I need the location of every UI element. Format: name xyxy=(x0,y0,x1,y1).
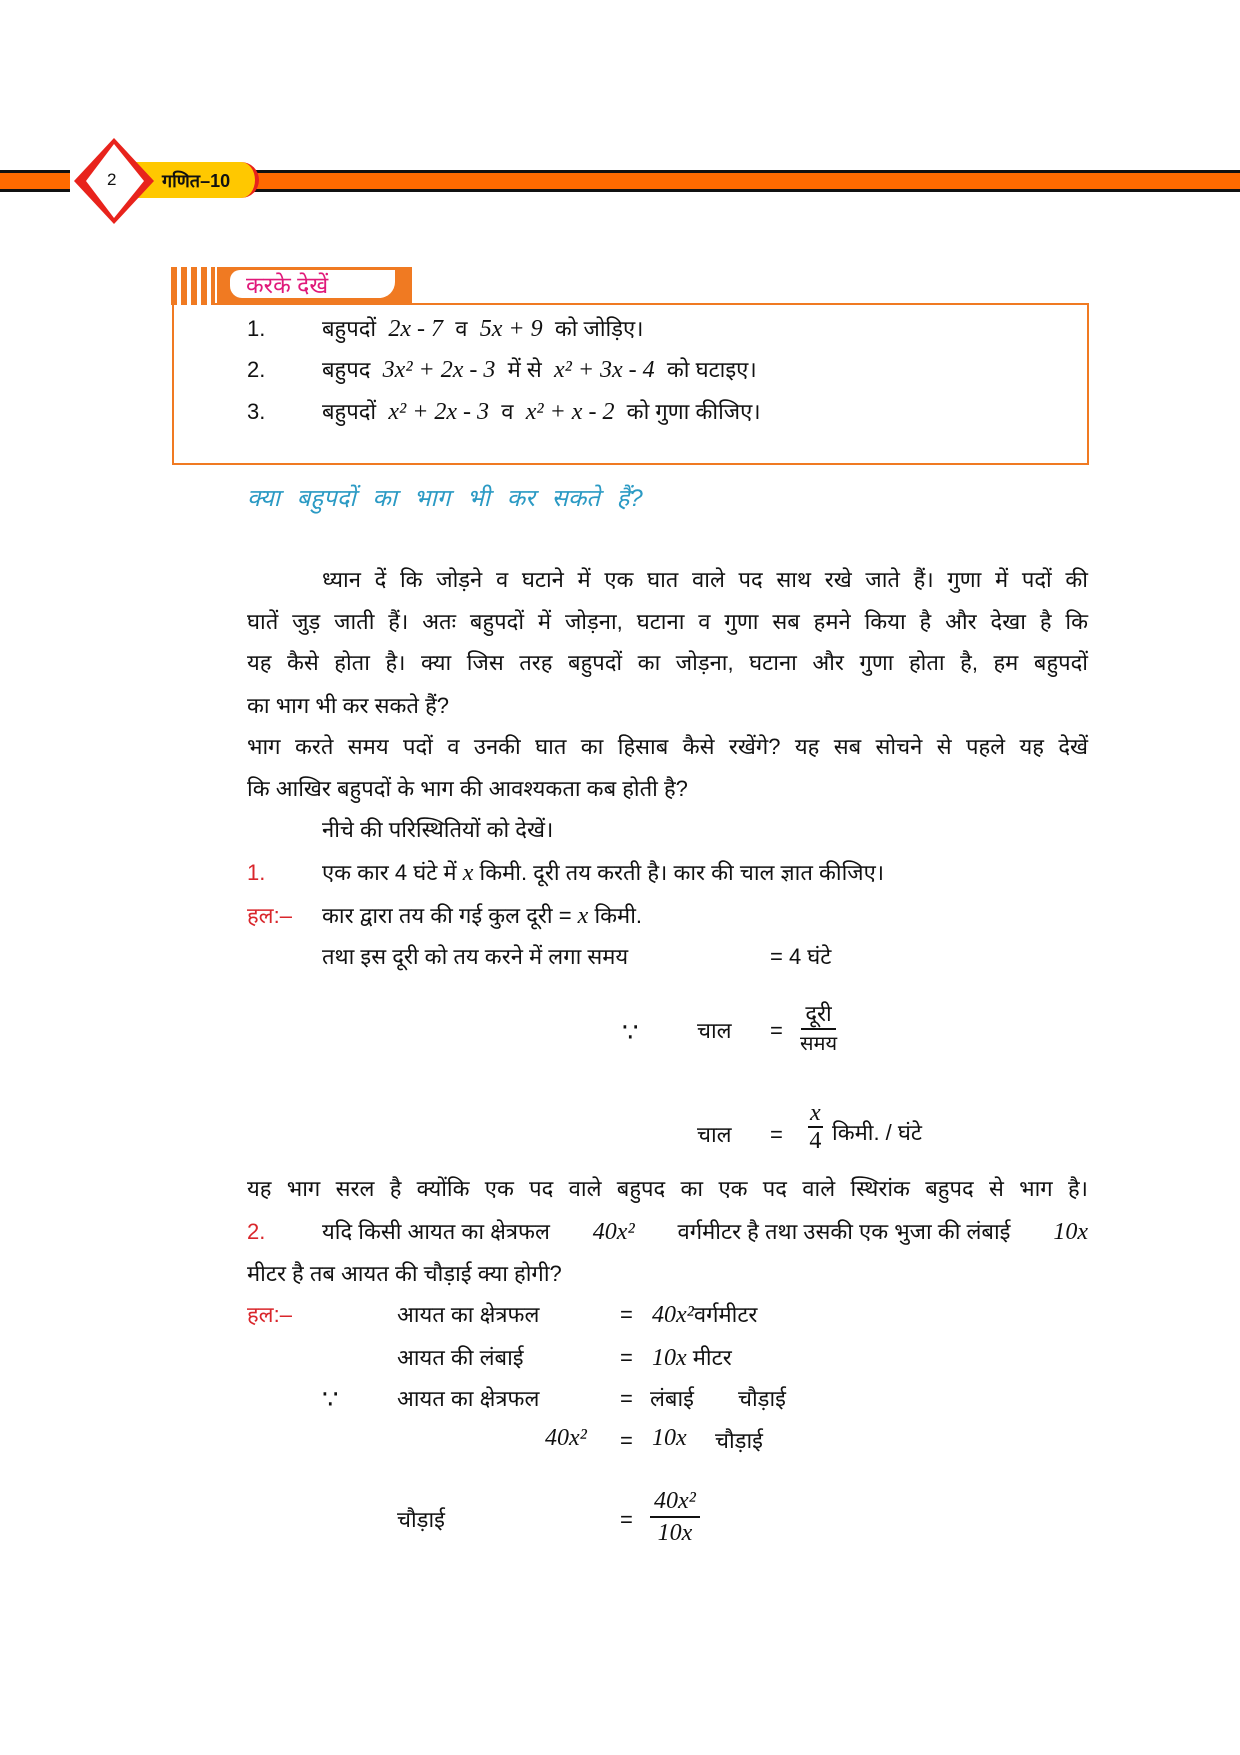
solution-label: हल:– xyxy=(247,1302,292,1327)
example-1-time-value: = 4 घंटे xyxy=(770,944,832,969)
try-item-1 xyxy=(247,315,644,343)
text: बहुपदों xyxy=(322,316,377,341)
denominator: समय xyxy=(800,1033,838,1055)
text: को गुणा कीजिए। xyxy=(626,399,761,424)
text: व xyxy=(455,316,468,341)
length-word: लंबाई xyxy=(650,1386,694,1411)
paragraph-line: घातें जुड़ जाती हैं। अतः बहुपदों में जोड़ना, घटाना व गुणा सब हमने किया है और देखा है कि xyxy=(247,609,1088,634)
area-value xyxy=(652,1301,757,1329)
example-1-time-label: तथा इस दूरी को तय करने में लगा समय xyxy=(322,944,629,969)
math: 3x² + 2x - 3 xyxy=(382,357,496,383)
text: किमी. दूरी तय करती है। कार की चाल ज्ञात कीजिए। xyxy=(479,860,885,885)
text: को जोड़िए। xyxy=(554,316,644,341)
equals: = xyxy=(770,1018,783,1043)
paragraph-line: भाग करते समय पदों व उनकी घात का हिसाब कैसे रखेंगे? यह सब सोचने से पहले यह देखें xyxy=(247,734,1088,759)
math: 40x² xyxy=(652,1302,694,1328)
math: x² + x - 2 xyxy=(525,399,615,425)
numerator: दूरी xyxy=(801,1000,835,1030)
math: 10x xyxy=(652,1345,687,1371)
header-band-right xyxy=(250,170,1240,192)
text: वर्गमीटर है तथा उसकी एक भुजा की लंबाई xyxy=(677,1219,1011,1244)
because-symbol: ∵ xyxy=(622,1017,639,1047)
equals: = xyxy=(620,1428,633,1453)
math: 2x - 7 xyxy=(388,316,444,342)
item-number: 2. xyxy=(247,357,266,382)
item-number: 1. xyxy=(247,316,266,341)
equals: = xyxy=(620,1345,633,1370)
numerator: 40x² xyxy=(650,1486,700,1518)
math: x² + 3x - 4 xyxy=(553,357,655,383)
text: एक कार 4 घंटे में xyxy=(322,860,457,885)
speed-label: चाल xyxy=(697,1018,732,1043)
equation-rhs-length: 10x xyxy=(652,1425,687,1451)
area-label: आयत का क्षेत्रफल xyxy=(397,1386,540,1411)
paragraph-line: ध्यान दें कि जोड़ने व घटाने में एक घात वाले पद साथ रखे जाते हैं। गुणा में पदों की xyxy=(322,567,1088,592)
page-number: 2 xyxy=(107,170,117,189)
area-label: आयत का क्षेत्रफल xyxy=(397,1302,540,1327)
text: व xyxy=(501,399,514,424)
unit: वर्गमीटर xyxy=(693,1302,758,1327)
text: को घटाइए। xyxy=(666,357,757,382)
try-box-stripes xyxy=(171,267,215,305)
example-2-number: 2. xyxy=(247,1219,266,1244)
equals: = xyxy=(770,1122,783,1147)
length-value xyxy=(652,1344,732,1372)
book-title: गणित–10 xyxy=(162,171,231,191)
denominator: 4 xyxy=(809,1128,822,1154)
breadth-fraction xyxy=(650,1486,700,1548)
text: बहुपदों xyxy=(322,399,377,424)
equals: = xyxy=(620,1507,633,1532)
paragraph-line: नीचे की परिस्थितियों को देखें। xyxy=(322,817,554,842)
example-2-question-line2: मीटर है तब आयत की चौड़ाई क्या होगी? xyxy=(247,1261,562,1286)
math: x² + 2x - 3 xyxy=(388,399,490,425)
math: x xyxy=(462,860,474,886)
length-label: आयत की लंबाई xyxy=(397,1345,524,1370)
example-1-question xyxy=(322,859,884,887)
speed-unit: किमी. / घंटे xyxy=(832,1120,922,1145)
speed-formula-fraction xyxy=(800,1000,837,1058)
paragraph-line: यह कैसे होता है। क्या जिस तरह बहुपदों का जोड़ना, घटाना और गुणा होता है, हम बहुपदों xyxy=(247,650,1088,675)
text: किमी. xyxy=(594,903,643,928)
text: कार द्वारा तय की गई कुल दूरी = xyxy=(322,903,572,928)
breadth-label: चौड़ाई xyxy=(397,1507,445,1532)
breadth-word: चौड़ाई xyxy=(738,1386,786,1411)
example-1-number: 1. xyxy=(247,860,266,885)
math: 5x + 9 xyxy=(479,316,543,342)
math: x xyxy=(577,903,589,929)
text: में से xyxy=(507,357,542,382)
try-box-title: करके देखें xyxy=(246,272,329,298)
denominator: 10x xyxy=(657,1520,693,1546)
paragraph-line: कि आखिर बहुपदों के भाग की आवश्यकता कब होती है? xyxy=(247,776,688,801)
breadth-word: चौड़ाई xyxy=(715,1428,763,1453)
numerator: x xyxy=(810,1100,821,1126)
try-item-2 xyxy=(247,356,757,384)
equals: = xyxy=(620,1386,633,1411)
section-heading: क्या बहुपदों का भाग भी कर सकते हैं? xyxy=(247,485,643,512)
solution-label: हल:– xyxy=(247,903,292,928)
equation-lhs: 40x² xyxy=(545,1425,587,1451)
speed-label: चाल xyxy=(697,1122,732,1147)
example-1-conclusion: यह भाग सरल है क्योंकि एक पद वाले बहुपद का एक पद वाले स्थिरांक बहुपद से भाग है। xyxy=(247,1176,1088,1201)
unit: मीटर xyxy=(692,1345,732,1370)
math: 40x² xyxy=(592,1219,635,1245)
paragraph-line: का भाग भी कर सकते हैं? xyxy=(247,693,449,718)
example-1-distance xyxy=(322,902,642,930)
text: बहुपद xyxy=(322,357,371,382)
speed-result-fraction xyxy=(808,1100,823,1154)
header-band-left xyxy=(0,170,70,192)
item-number: 3. xyxy=(247,399,266,424)
math: 10x xyxy=(1053,1219,1088,1245)
try-item-3 xyxy=(247,398,761,426)
example-2-question-line1 xyxy=(322,1218,1088,1246)
text: यदि किसी आयत का क्षेत्रफल xyxy=(322,1219,550,1244)
because-symbol: ∵ xyxy=(322,1384,339,1414)
equals: = xyxy=(620,1302,633,1327)
